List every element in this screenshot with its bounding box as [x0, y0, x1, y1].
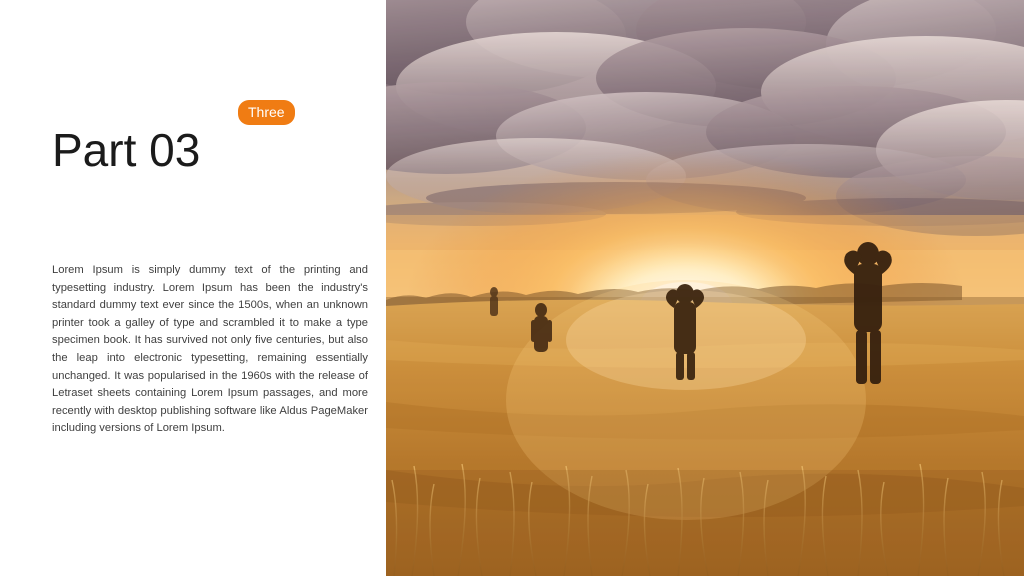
page-title: Part 03 [52, 124, 201, 176]
photo-artwork [386, 0, 1024, 576]
sunset-field-photo [386, 0, 1024, 576]
body-paragraph: Lorem Ipsum is simply dummy text of the printing and typesetting industry. Lorem Ipsum has been the industry's standard dummy text ever since the 1500s, when an unknown printer took a galley of type and scrambled it to make a type specimen book. It has survived not only five centuries, but also the leap into electronic typesetting, remaining essentially unchanged. It was popularised in the 1960s with the release of Letraset sheets containing Lorem Ipsum passages, and more recently with desktop publishing software like Aldus PageMaker including versions of Lorem Ipsum. [52, 264, 368, 435]
title-block [52, 104, 352, 192]
status-badge: Three [238, 100, 295, 125]
left-text-panel [0, 0, 386, 576]
